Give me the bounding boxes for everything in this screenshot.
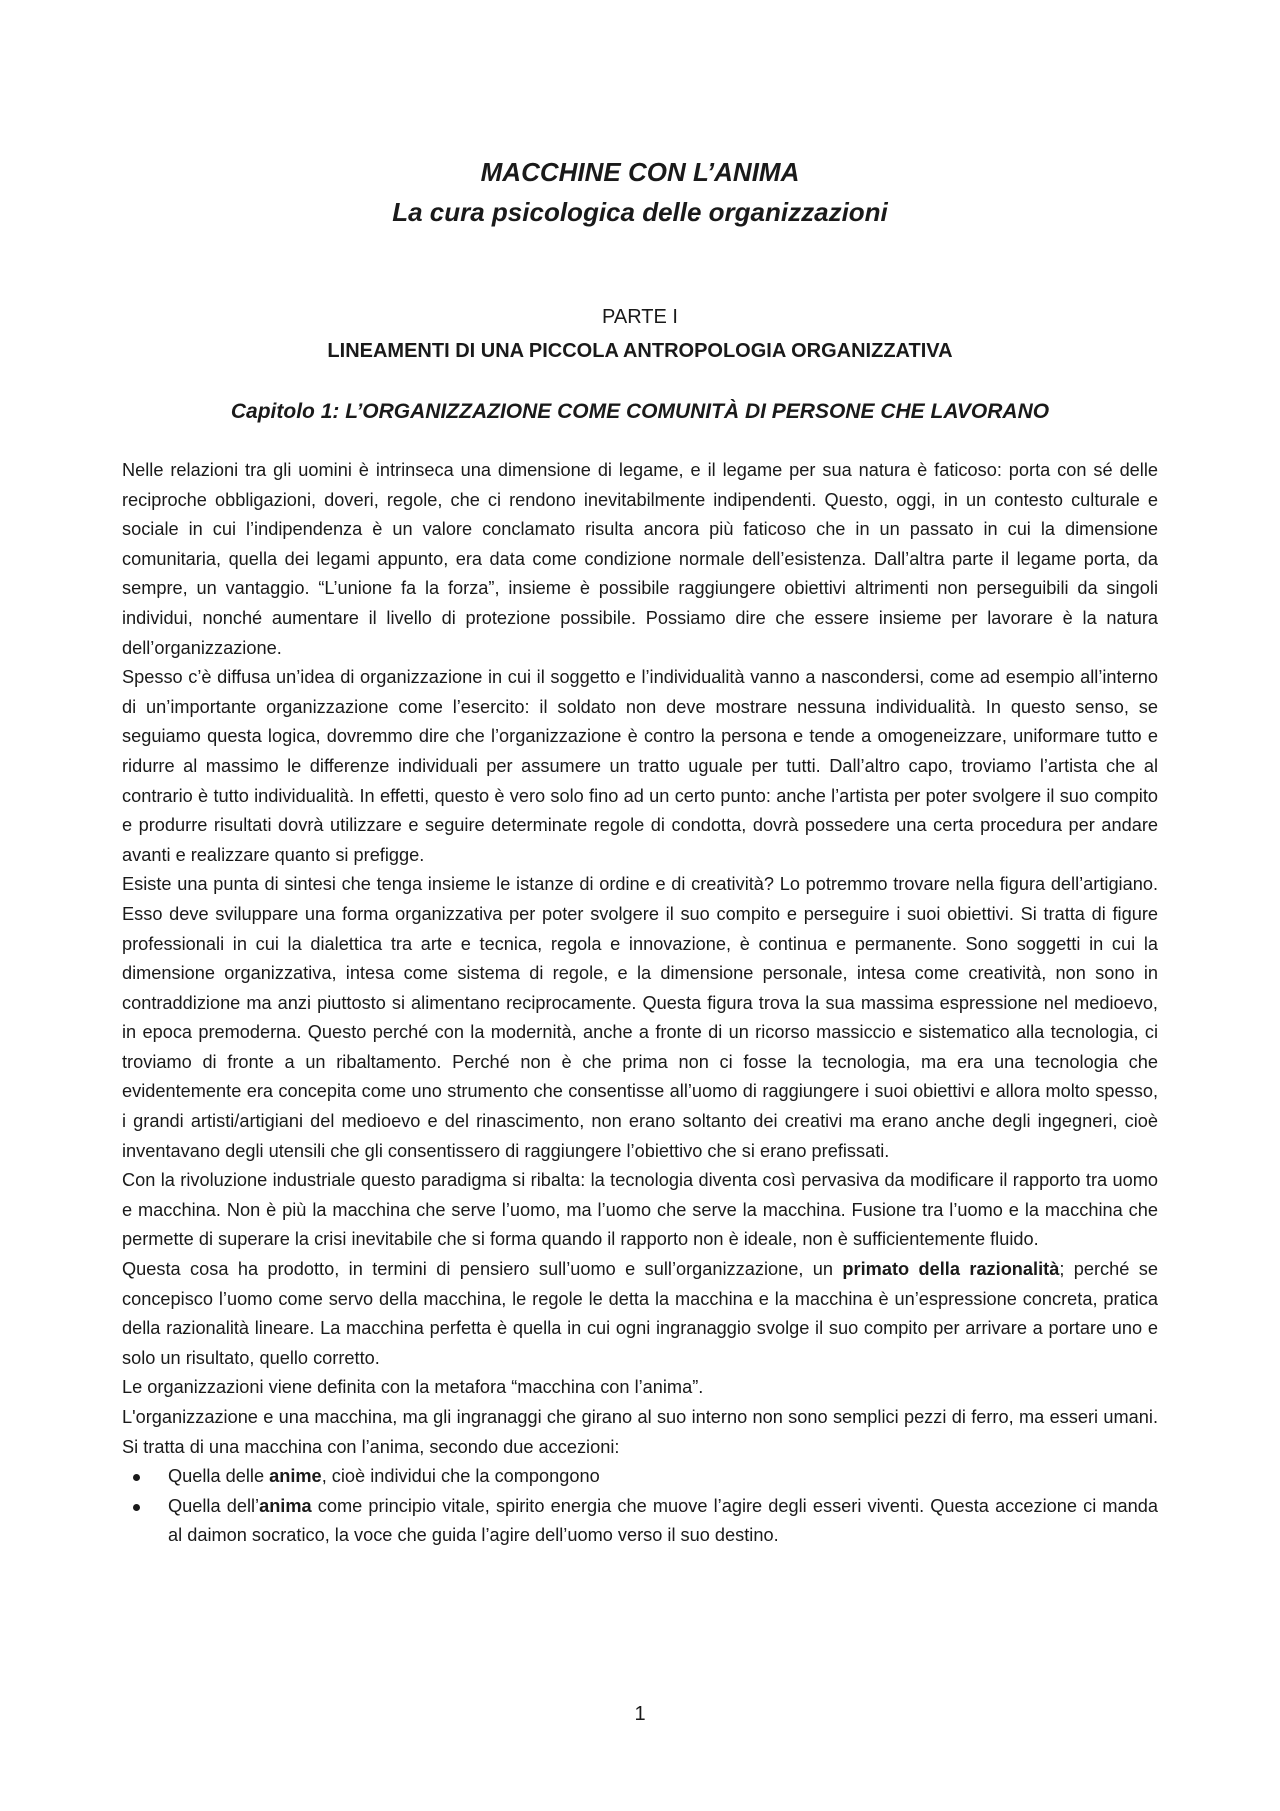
paragraph: Spesso c’è diffusa un’idea di organizzazione in cui il soggetto e l’individualità vanno a nascondersi, come ad esempio all’interno di un’importante organizzazione come l’esercito: il soldato non deve mostrare nessuna individualità. In questo senso, se seguiamo questa logica, dovremmo dire che l’organizzazione è contro la persona e tende a omogeneizzare, uniformare tutto e ridurre al massimo le differenze individuali per assumere un tratto uguale per tutti. Dall’altro capo, troviamo l’artista che al contrario è tutto individualità. In effetti, questo è vero solo fino ad un certo punto: anche l’artista per poter svolgere il suo compito e produrre risultati dovrà utilizzare e seguire determinate regole di condotta, dovrà possedere una certa procedura per andare avanti e realizzare quanto si prefigge. [122, 667, 1158, 865]
list-item [122, 1492, 1158, 1551]
paragraph [122, 1255, 1158, 1373]
bold-term: anime [269, 1466, 322, 1487]
document-title [0, 152, 1280, 232]
bullet-icon [133, 1474, 140, 1481]
part-heading [0, 300, 1280, 368]
paragraph-text: ; perché se concepisco l’uomo come servo della macchina, le regole le detta la macchina e la macchina è un’espressione concreta, pratica della razionalità lineare. La macchina perfetta è quella in cui ogni ingranaggio svolge il suo compito per arrivare a portare uno e solo un risultato, quello corretto. [122, 1259, 1158, 1368]
main-title: MACCHINE CON L’ANIMA [480, 157, 800, 187]
list-item [122, 1462, 1158, 1492]
paragraph-text: Questa cosa ha prodotto, in termini di pensiero sull’uomo e sull’organizzazione, un [122, 1259, 843, 1280]
bold-term: primato della razionalità [842, 1259, 1060, 1280]
bullet-list [122, 1462, 1158, 1551]
chapter-heading: Capitolo 1: L’ORGANIZZAZIONE COME COMUNITÀ DI PERSONE CHE LAVORANO [230, 400, 1050, 423]
page-number: 1 [634, 1703, 646, 1725]
bold-term: anima [259, 1495, 312, 1516]
list-item-text: come principio vitale, spirito energia che muove l’agire degli esseri viventi. Questa accezione ci manda al daimon socratico, la voce che guida l’agire dell’uomo verso il suo destino. [168, 1495, 1158, 1546]
part-label: PARTE I [602, 306, 678, 328]
paragraph: Esiste una punta di sintesi che tenga insieme le istanze di ordine e di creatività? Lo potremmo trovare nella figura dell’artigiano. Esso deve sviluppare una forma organizzativa per poter svolgere il suo compito e perseguire i suoi obiettivi. Si tratta di figure professionali in cui la dialettica tra arte e tecnica, regola e innovazione, è continua e permanente. Sono soggetti in cui la dimensione organizzativa, intesa come sistema di regole, e la dimensione personale, intesa come creatività, non sono in contraddizione ma anzi piuttosto si alimentano reciprocamente. Questa figura trova la sua massima espressione nel medioevo, in epoca premoderna. Questo perché con la modernità, anche a fronte di un ricorso massiccio e sistematico alla tecnologia, ci troviamo di fronte a un ribaltamento. Perché non è che prima non ci fosse la tecnologia, ma era una tecnologia che evidentemente era concepita come uno strumento che consentisse all’uomo di raggiungere i suoi obiettivi e allora molto spesso, i grandi artisti/artigiani del medioevo e del rinascimento, non erano soltanto dei creativi ma erano anche degli ingegneri, cioè inventavano degli utensili che gli consentissero di raggiungere l’obiettivo che si erano prefissati. [122, 874, 1158, 1161]
paragraph: Nelle relazioni tra gli uomini è intrinseca una dimensione di legame, e il legame per sua natura è faticoso: porta con sé delle reciproche obbligazioni, doveri, regole, che ci rendono inevitabilmente indipendenti. Questo, oggi, in un contesto culturale e sociale in cui l’indipendenza è un valore conclamato risulta ancora più faticoso che in un passato in cui la dimensione comunitaria, quella dei legami appunto, era data come condizione normale dell’esistenza. Dall’altra parte il legame porta, da sempre, un vantaggio. “L’unione fa la forza”, insieme è possibile raggiungere obiettivi altrimenti non perseguibili da singoli individui, nonché aumentare il livello di protezione possibile. Possiamo dire che essere insieme per lavorare è la natura dell’organizzazione. [122, 460, 1158, 658]
paragraph: L'organizzazione e una macchina, ma gli ingranaggi che girano al suo interno non sono semplici pezzi di ferro, ma esseri umani. Si tratta di una macchina con l’anima, secondo due accezioni: [122, 1407, 1158, 1457]
list-item-text: Quella dell’ [168, 1495, 260, 1516]
subtitle: La cura psicologica delle organizzazioni [392, 197, 888, 227]
part-name: LINEAMENTI DI UNA PICCOLA ANTROPOLOGIA ORGANIZZATIVA [327, 340, 953, 362]
body-text [122, 456, 1158, 1551]
bullet-icon [133, 1504, 140, 1511]
list-item-text: , cioè individui che la compongono [321, 1466, 600, 1487]
list-item-text: Quella delle [168, 1466, 270, 1487]
paragraph: Le organizzazioni viene definita con la metafora “macchina con l’anima”. [122, 1377, 704, 1398]
paragraph: Con la rivoluzione industriale questo paradigma si ribalta: la tecnologia diventa così pervasiva da modificare il rapporto tra uomo e macchina. Non è più la macchina che serve l’uomo, ma l’uomo che serve la macchina. Fusione tra l’uomo e la macchina che permette di superare la crisi inevitabile che si forma quando il rapporto non è ideale, non è sufficientemente fluido. [122, 1170, 1158, 1250]
